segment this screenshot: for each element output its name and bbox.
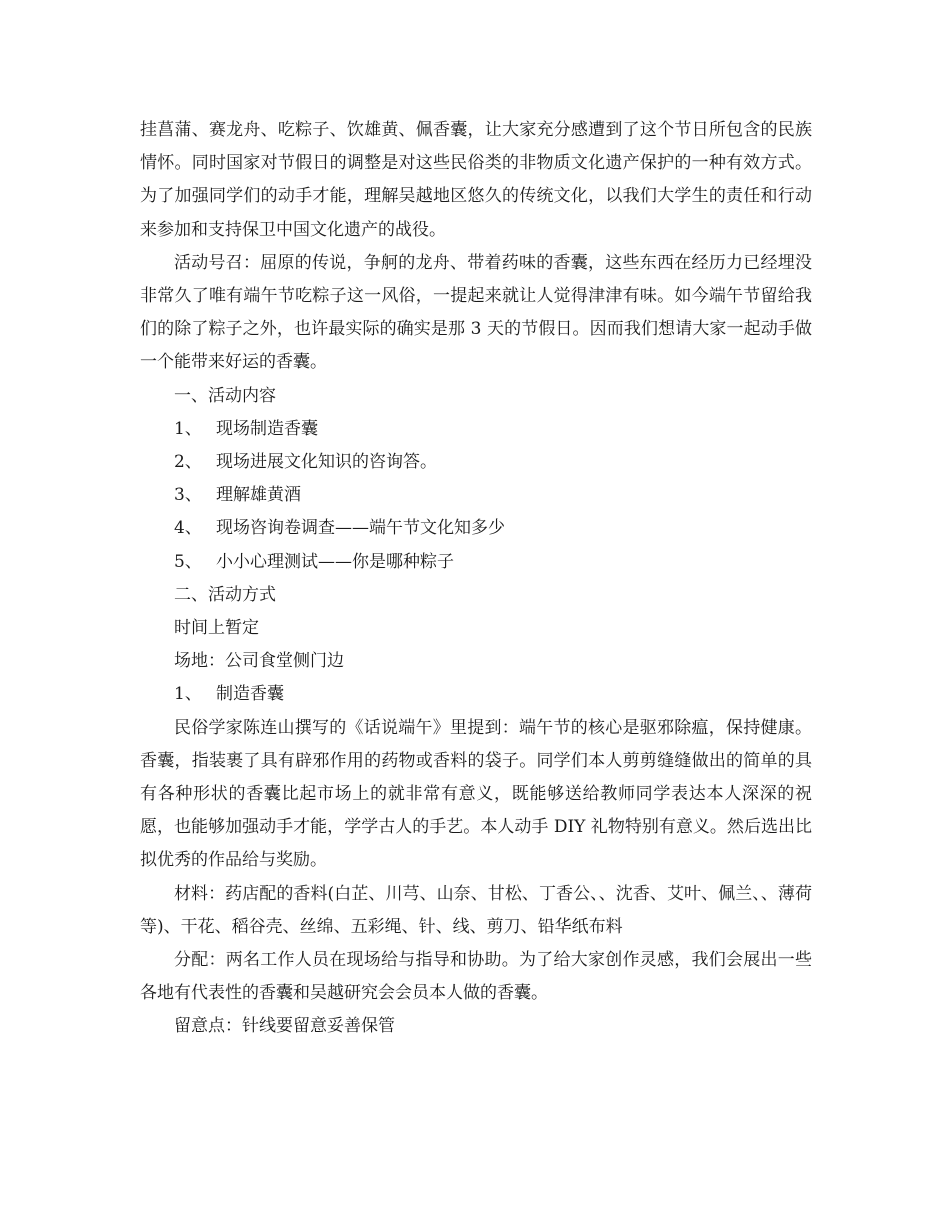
paragraph-assignment: 分配：两名工作人员在现场给与指导和协助。为了给大家创作灵感，我们会展出一些各地有代表性的香囊和吴越研究会会员本人做的香囊。 bbox=[140, 950, 812, 1004]
paragraph-call: 活动号召：屈原的传说，争舸的龙舟、带着药味的香囊，这些东西在经历力已经埋没非常久了唯有端午节吃粽子这一风俗，一提起来就让人觉得津津有味。如今端午节留给我们的除了粽子之外，也许最实际的确实是那 3 天的节假日。因而我们想请大家一起动手做一个能带来好运的香囊。 bbox=[140, 252, 812, 373]
list-item-text: 现场咨询卷调查——端午节文化知多少 bbox=[216, 518, 505, 539]
list-item-number: 2、 bbox=[174, 452, 202, 473]
list-item bbox=[140, 678, 812, 711]
paragraph-folklore: 民俗学家陈连山撰写的《话说端午》里提到：端午节的核心是驱邪除瘟，保持健康。香囊，指装裹了具有辟邪作用的药物或香料的袋子。同学们本人剪剪缝缝做出的简单的具有各种形状的香囊比起市场上的就非常有意义，既能够送给教师同学表达本人深深的祝愿，也能够加强动手才能，学学古人的手艺。本人动手 DIY 礼物特别有意义。然后选出比拟优秀的作品给与奖励。 bbox=[140, 717, 812, 871]
time-line: 时间上暂定 bbox=[174, 618, 259, 639]
list-item-text: 理解雄黄酒 bbox=[216, 485, 301, 506]
list-item-number: 4、 bbox=[174, 518, 202, 539]
list-item-number: 1、 bbox=[174, 684, 202, 705]
list-item bbox=[140, 446, 812, 479]
list-item-text: 小小心理测试——你是哪种粽子 bbox=[216, 551, 454, 572]
paragraph-intro: 挂菖蒲、赛龙舟、吃粽子、饮雄黄、佩香囊，让大家充分感遭到了这个节日所包含的民族情怀。同时国家对节假日的调整是对这些民俗类的非物质文化遗产保护的一种有效方式。为了加强同学们的动手才能，理解吴越地区悠久的传统文化，以我们大学生的责任和行动来参加和支持保卫中国文化遗产的战役。 bbox=[140, 120, 812, 240]
section-heading-method: 二、活动方式 bbox=[174, 584, 276, 605]
list-item bbox=[140, 546, 812, 579]
list-item bbox=[140, 512, 812, 545]
document-body bbox=[140, 114, 812, 1044]
list-item-number: 5、 bbox=[174, 551, 202, 572]
list-item-number: 3、 bbox=[174, 485, 202, 506]
venue-line: 场地：公司食堂侧门边 bbox=[174, 651, 344, 672]
list-item bbox=[140, 479, 812, 512]
list-item-text: 现场进展文化知识的咨询答。 bbox=[216, 452, 437, 473]
paragraph-notes: 留意点：针线要留意妥善保管 bbox=[174, 1016, 395, 1037]
paragraph-materials: 材料：药店配的香料(白芷、川芎、山奈、甘松、丁香公、、沈香、艾叶、佩兰、、薄荷等)、干花、稻谷壳、丝绵、五彩绳、针、线、剪刀、铅华纸布料 bbox=[140, 883, 812, 937]
list-item-number: 1、 bbox=[174, 418, 202, 439]
list-item-text: 制造香囊 bbox=[216, 684, 284, 705]
section-heading-content: 一、活动内容 bbox=[174, 385, 276, 406]
list-item bbox=[140, 413, 812, 446]
list-item-text: 现场制造香囊 bbox=[216, 418, 318, 439]
